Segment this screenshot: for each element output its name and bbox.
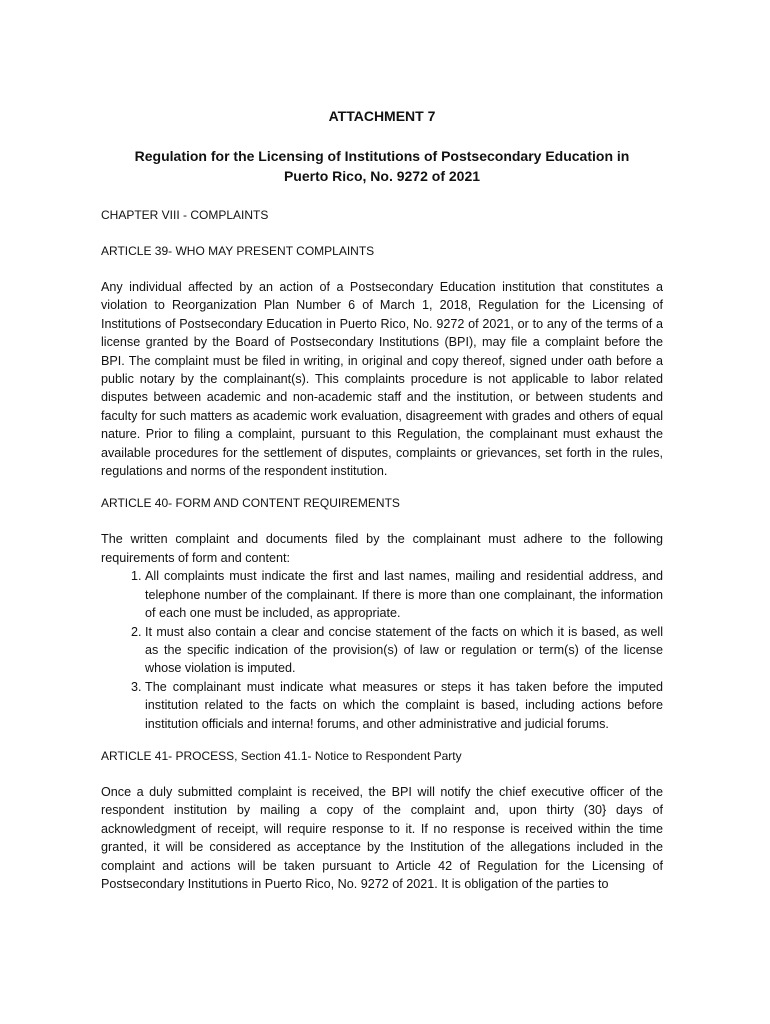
document-title-line-1: Regulation for the Licensing of Institutions of Postsecondary Education in: [134, 148, 630, 164]
article-41-body: Once a duly submitted complaint is received, the BPI will notify the chief executive officer of the respondent institution by mailing a copy of the complaint and, upon thirty (30} days of acknowledgment of receipt, will require response to it. If no response is received within the time granted, it will be considered as acceptance by the Institution of the allegations included in the complaint and actions will be taken pursuant to Article 42 of Regulation for the Licensing of Postsecondary Institutions in Puerto Rico, No. 9272 of 2021. It is obligation of the parties to: [101, 784, 663, 891]
document-title-line-2: Puerto Rico, No. 9272 of 2021: [283, 168, 481, 184]
article-39-body: Any individual affected by an action of a Postsecondary Education institution that constitutes a violation to Reorganization Plan Number 6 of March 1, 2018, Regulation for the Licensing of Institutions of Postsecondary Education in Puerto Rico, No. 9272 of 2021, or to any of the terms of a license granted by the Board of Postsecondary Institutions (BPI), may file a complaint before the BPI. The complaint must be filed in writing, in original and copy thereof, signed under oath before a public notary by the complainant(s). This complaints procedure is not applicable to labor related disputes between academic and non-academic staff and the institution, or between students and faculty for such matters as academic work evaluation, disagreement with grades and others of equal nature. Prior to filing a complaint, pursuant to this Regulation, the complainant must exhaust the available procedures for the settlement of disputes, complaints or grievances, set forth in the rules, regulations and norms of the respondent institution.: [101, 280, 663, 479]
article-40-intro: The written complaint and documents filed by the complainant must adhere to the following requirements of form and content:: [101, 532, 663, 565]
document-title: [101, 146, 663, 186]
requirements-list: [101, 567, 663, 733]
attachment-title: ATTACHMENT 7: [328, 108, 436, 124]
list-item: 3. The complainant must indicate what measures or steps it has taken before the imputed institution related to the facts on which the complaint is based, including actions before institution officials and interna! forums, and other administrative and judicial forums.: [145, 678, 663, 733]
article-40-heading: ARTICLE 40- FORM AND CONTENT REQUIREMENTS: [101, 496, 400, 511]
article-39-heading: ARTICLE 39- WHO MAY PRESENT COMPLAINTS: [101, 244, 375, 258]
chapter-heading: CHAPTER VIII - COMPLAINTS: [101, 208, 269, 222]
article-41-heading: ARTICLE 41- PROCESS, Section 41.1- Notice to Respondent Party: [101, 748, 462, 763]
list-item: 1. All complaints must indicate the first and last names, mailing and residential address, and telephone number of the complainant. If there is more than one complainant, the information of each one must be included, as appropriate.: [145, 567, 663, 622]
document-page: [101, 106, 663, 907]
list-item: 2. It must also contain a clear and concise statement of the facts on which it is based, as well as the specific indication of the provision(s) of law or regulation or term(s) of the license whose violation is imputed.: [145, 623, 663, 678]
